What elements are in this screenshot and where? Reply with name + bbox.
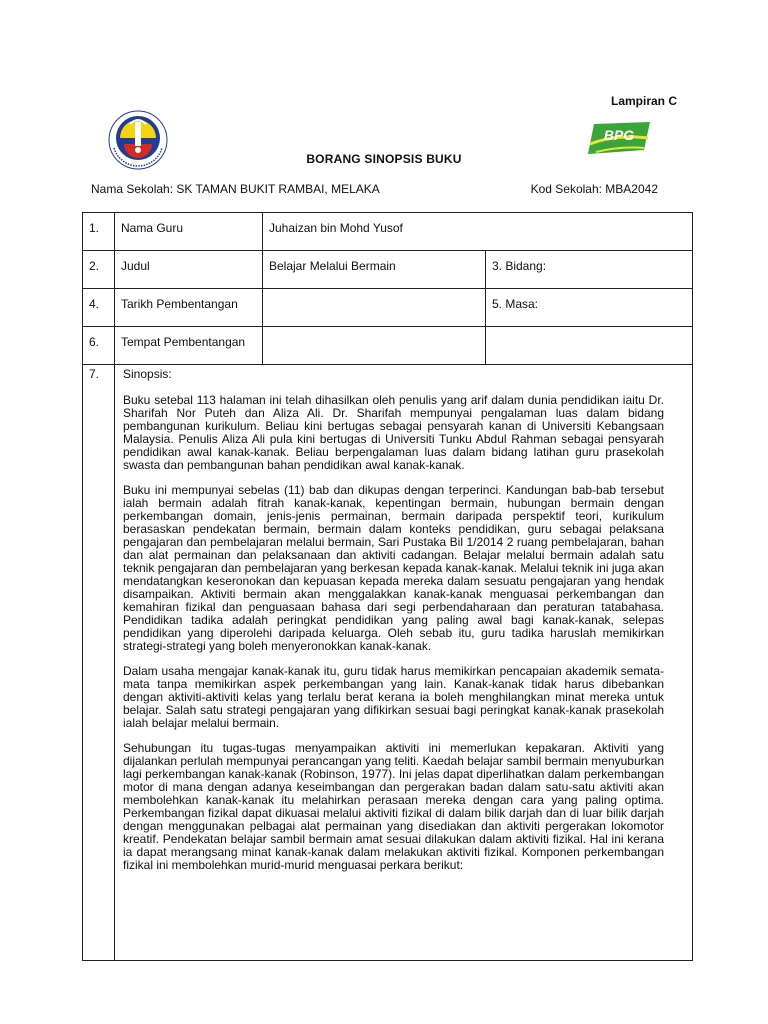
synopsis-form-table — [82, 212, 693, 961]
synopsis-paragraph: Sehubungan itu tugas-tugas menyampaikan aktiviti ini memerlukan kepakaran. Aktiviti yang dijalankan perlulah mempunyai perancangan yang teliti. Kaedah belajar sambil bermain menyuburkan lagi perkembangan kanak-kanak (Robinson, 1977). Ini jelas dapat diperlihatkan dalam perkembangan motor di mana dengan adanya keseimbangan dan pergerakan badan dalam satu-satu aktiviti akan membolehkan kanak-kanak itu melahirkan perasaan mereka dengan cara yang paling optima. Perkembangan fizikal dapat dikuasai melalui aktiviti fizikal di dalam bilik darjah dan di luar bilik darjah dengan menggunakan pelbagai alat permainan yang disediakan dan aktiviti pergerakan lokomotor kreatif. Pendekatan belajar sambil bermain amat sesuai dilakukan dalam aktiviti fizikal. Hal ini kerana ia dapat merangsang minat kanak-kanak dalam melakukan aktiviti fizikal. Komponen perkembangan fizikal ini membolehkan murid-murid menguasai perkara berikut: — [123, 741, 664, 872]
school-info — [91, 182, 658, 196]
row-number: 7. — [83, 365, 115, 961]
synopsis-cell[interactable] — [115, 365, 693, 961]
row-number: 2. — [83, 251, 115, 289]
presentation-place-value[interactable] — [263, 327, 486, 365]
table-row — [83, 365, 693, 961]
row-label: Nama Guru — [115, 213, 263, 251]
form-title: BORANG SINOPSIS BUKU — [306, 152, 462, 166]
table-row — [83, 327, 693, 365]
empty-cell — [486, 327, 693, 365]
table-row — [83, 289, 693, 327]
teacher-name-value[interactable]: Juhaizan bin Mohd Yusof — [263, 213, 693, 251]
row-label: Tempat Pembentangan — [115, 327, 263, 365]
synopsis-heading: Sinopsis: — [123, 367, 172, 381]
synopsis-paragraph: Dalam usaha mengajar kanak-kanak itu, guru tidak harus memikirkan pencapaian akademik semata-mata tanpa memikirkan aspek perkembangan yang lain. Kanak-kanak tidak harus dibebankan dengan aktiviti-aktiviti kelas yang terlalu berat kerana ia boleh menghilangkan minat mereka untuk belajar. Salah satu strategi pengajaran yang difikirkan sesuai bagi peringkat kanak-kanak prasekolah ialah belajar melalui bermain. — [123, 664, 664, 730]
row-label: Tarikh Pembentangan — [115, 289, 263, 327]
field-bidang[interactable]: 3. Bidang: — [486, 251, 693, 289]
row-number: 4. — [83, 289, 115, 327]
synopsis-paragraph: Buku setebal 113 halaman ini telah dihasilkan oleh penulis yang arif dalam dunia pendidikan iaitu Dr. Sharifah Nor Puteh dan Aliza Ali. Dr. Sharifah mempunyai pengalaman luas dalam bidang pembangunan kurikulum. Beliau kini bertugas sebagai pensyarah kanan di Universiti Kebangsaan Malaysia. Penulis Aliza Ali pula kini bertugas di Universiti Tunku Abdul Rahman sebagai pensyarah pendidikan awal kanak-kanak. Beliau berpengalaman luas dalam bidang latihan guru prasekolah swasta dan pembangunan bahan pendidikan awal kanak-kanak. — [123, 393, 664, 472]
table-row — [83, 213, 693, 251]
lampiran-label: Lampiran C — [610, 94, 677, 108]
presentation-date-value[interactable] — [263, 289, 486, 327]
row-label: Judul — [115, 251, 263, 289]
school-code: Kod Sekolah: MBA2042 — [530, 182, 658, 196]
book-title-value[interactable]: Belajar Melalui Bermain — [263, 251, 486, 289]
school-name: Nama Sekolah: SK TAMAN BUKIT RAMBAI, MELAKA — [91, 182, 380, 196]
synopsis-paragraph: Buku ini mempunyai sebelas (11) bab dan dikupas dengan terperinci. Kandungan bab-bab tersebut ialah bermain adalah fitrah kanak-kanak, kepentingan bermain, hubungan bermain dengan perkembangan domain, jenis-jenis permainan, bermain daripada perspektif teori, kurikulum berasaskan pendekatan bermain, bermain dalam konteks pendidikan, guru sebagai pelaksana pengajaran dan pembelajaran melalui bermain, Sari Pustaka Bil 1/2014 2 ruang pembelajaran, bahan dan alat permainan dan pelaksanaan dan aktiviti cadangan. Belajar melalui bermain adalah satu teknik pengajaran dan pembelajaran yang berkesan kepada kanak-kanak. Melalui teknik ini juga akan mendatangkan keseronokan dan kepuasan kepada mereka dalam sesuatu pengajaran yang hendak disampaikan. Aktiviti bermain akan menggalakkan kanak-kanak menguasai perkembangan dan kemahiran fizikal dan penguasaan bahasa dari segi perbendaharaan dan peraturan tatabahasa. Pendidikan tadika adalah peringkat pendidikan yang paling awal bagi kanak-kanak, selepas pendidikan yang diperolehi daripada keluarga. Oleh sebab itu, guru tadika haruslah memikirkan strategi-strategi yang boleh menyeronokkan kanak-kanak. — [123, 483, 664, 653]
row-number: 6. — [83, 327, 115, 365]
bpg-logo-text: BPG — [603, 127, 635, 143]
row-number: 1. — [83, 213, 115, 251]
field-masa[interactable]: 5. Masa: — [486, 289, 693, 327]
table-row — [83, 251, 693, 289]
